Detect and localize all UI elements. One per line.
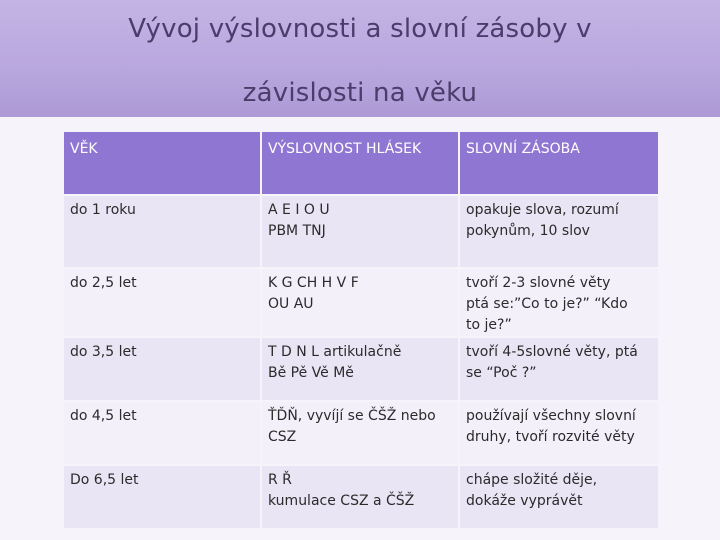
cell-text: ŤĎŇ, vyvíjí se ČŠŽ nebo <box>268 408 436 424</box>
cell-text: se “Poč ?” <box>466 365 537 381</box>
age-cell <box>64 466 260 528</box>
cell-text: Bě Pě Vě Mě <box>268 365 354 381</box>
pronunciation-cell <box>262 466 458 528</box>
cell-text: používají všechny slovní <box>466 408 636 424</box>
cell-text: do 4,5 let <box>70 408 137 424</box>
table-row <box>64 269 658 336</box>
cell-text: chápe složité děje, <box>466 472 598 488</box>
vocabulary-cell <box>460 402 658 464</box>
slide-title-line-1: Vývoj výslovnosti a slovní zásoby v <box>128 14 592 44</box>
pronunciation-cell <box>262 338 458 400</box>
cell-text: do 2,5 let <box>70 275 137 291</box>
vocabulary-cell <box>460 196 658 267</box>
table-row <box>64 338 658 400</box>
age-cell <box>64 269 260 336</box>
table-row <box>64 402 658 464</box>
cell-text: ptá se:”Co to je?” “Kdo <box>466 296 628 312</box>
table-row <box>64 466 658 528</box>
age-cell <box>64 338 260 400</box>
cell-text: Do 6,5 let <box>70 472 139 488</box>
pronunciation-cell <box>262 196 458 267</box>
column-header-pronunciation: VÝSLOVNOST HLÁSEK <box>262 132 458 194</box>
cell-text: T D N L artikulačně <box>268 344 402 360</box>
vocabulary-cell <box>460 269 658 336</box>
cell-text: opakuje slova, rozumí <box>466 202 619 218</box>
cell-text: do 1 roku <box>70 202 136 218</box>
pronunciation-cell <box>262 402 458 464</box>
cell-text: druhy, tvoří rozvité věty <box>466 429 635 445</box>
cell-text: dokáže vyprávět <box>466 493 583 509</box>
cell-text: to je?” <box>466 317 512 333</box>
column-header-age: VĚK <box>64 132 260 194</box>
column-header-vocabulary: SLOVNÍ ZÁSOBA <box>460 132 658 194</box>
table-row <box>64 196 658 267</box>
cell-text: K G CH H V F <box>268 275 359 291</box>
cell-text: kumulace CSZ a ČŠŽ <box>268 493 415 509</box>
age-development-table <box>62 130 660 530</box>
table-header-row <box>64 132 658 194</box>
cell-text: tvoří 2-3 slovné věty <box>466 275 611 291</box>
cell-text: R Ř <box>268 472 292 488</box>
age-cell <box>64 196 260 267</box>
pronunciation-cell <box>262 269 458 336</box>
cell-text: OU AU <box>268 296 314 312</box>
slide-title-line-2: závislosti na věku <box>242 78 478 108</box>
cell-text: A E I O U <box>268 202 330 218</box>
age-cell <box>64 402 260 464</box>
cell-text: pokynům, 10 slov <box>466 223 590 239</box>
vocabulary-cell <box>460 338 658 400</box>
vocabulary-cell <box>460 466 658 528</box>
cell-text: PBM TNJ <box>268 223 326 239</box>
cell-text: do 3,5 let <box>70 344 137 360</box>
cell-text: CSZ <box>268 429 297 445</box>
cell-text: tvoří 4-5slovné věty, ptá <box>466 344 638 360</box>
